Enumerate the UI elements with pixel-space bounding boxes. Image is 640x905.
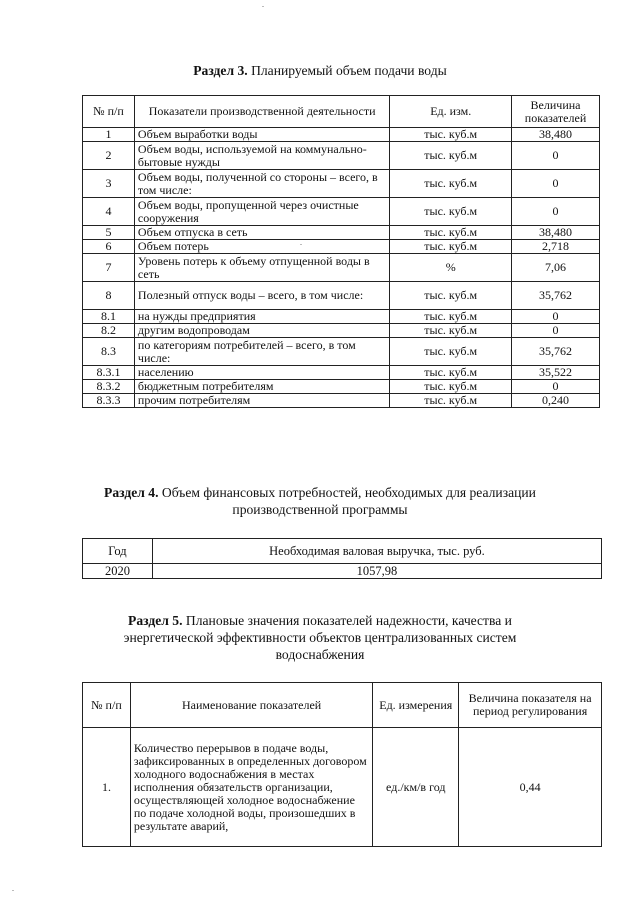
table-row — [83, 380, 600, 394]
cell-num: 1 — [83, 128, 135, 142]
header-unit: Ед. измерения — [373, 683, 459, 728]
section3-table-body — [83, 128, 600, 408]
table-row — [83, 240, 600, 254]
cell-name: Объем воды, пропущенной через очистные сооружения — [134, 198, 389, 226]
table-row — [83, 226, 600, 240]
header-num: № п/п — [83, 683, 131, 728]
table-row — [83, 728, 602, 847]
table-header-row — [83, 683, 602, 728]
cell-value: 7,06 — [512, 254, 600, 282]
table-header-row — [83, 539, 602, 564]
section5-heading-line1 — [0, 612, 640, 629]
cell-value: 35,762 — [512, 338, 600, 366]
cell-unit: тыс. куб.м — [390, 226, 512, 240]
table-row — [83, 128, 600, 142]
cell-num: 8.3.1 — [83, 366, 135, 380]
header-indicator: Показатели производственной деятельности — [134, 96, 389, 128]
header-unit: Ед. изм. — [390, 96, 512, 128]
table-row — [83, 324, 600, 338]
section5-prefix: Раздел 5. — [128, 613, 183, 628]
cell-value: 0 — [512, 380, 600, 394]
section5-heading — [0, 612, 640, 663]
cell-num: 8.3 — [83, 338, 135, 366]
section4-prefix: Раздел 4. — [104, 485, 159, 500]
section3-prefix: Раздел 3. — [193, 63, 248, 78]
cell-num: 5 — [83, 226, 135, 240]
cell-num: 1. — [83, 728, 131, 847]
header-name: Наименование показателей — [130, 683, 372, 728]
cell-num: 3 — [83, 170, 135, 198]
scan-speck — [262, 6, 264, 7]
cell-name: Полезный отпуск воды – всего, в том числе: — [134, 282, 389, 310]
cell-num: 6 — [83, 240, 135, 254]
cell-name: населению — [134, 366, 389, 380]
scan-speck — [12, 890, 14, 891]
header-value: Величина показателей — [512, 96, 600, 128]
cell-value: 35,522 — [512, 366, 600, 380]
cell-unit: тыс. куб.м — [390, 198, 512, 226]
cell-name: на нужды предприятия — [134, 310, 389, 324]
header-num: № п/п — [83, 96, 135, 128]
section4-table — [82, 538, 602, 579]
section5-title-line2: энергетической эффективности объектов централизованных систем — [123, 630, 517, 645]
cell-unit: тыс. куб.м — [390, 366, 512, 380]
cell-value: 35,762 — [512, 282, 600, 310]
cell-value: 0,240 — [512, 394, 600, 408]
table-row — [83, 282, 600, 310]
table-row — [83, 198, 600, 226]
section5-table — [82, 682, 602, 847]
cell-num: 8.2 — [83, 324, 135, 338]
cell-unit: тыс. куб.м — [390, 310, 512, 324]
cell-unit: тыс. куб.м — [390, 142, 512, 170]
section4-title-line1: Объем финансовых потребностей, необходимых для реализации — [161, 485, 536, 500]
cell-value: 38,480 — [512, 128, 600, 142]
cell-num: 8.3.2 — [83, 380, 135, 394]
cell-unit: тыс. куб.м — [390, 338, 512, 366]
cell-unit: тыс. куб.м — [390, 380, 512, 394]
cell-num: 7 — [83, 254, 135, 282]
section3-table — [82, 95, 600, 408]
table-row — [83, 254, 600, 282]
cell-unit: ед./км/в год — [373, 728, 459, 847]
cell-unit: тыс. куб.м — [390, 324, 512, 338]
section5-title-line1: Плановые значения показателей надежности, качества и — [185, 613, 512, 628]
cell-unit: тыс. куб.м — [390, 170, 512, 198]
cell-year: 2020 — [83, 564, 153, 579]
cell-name: другим водопроводам — [134, 324, 389, 338]
cell-unit: тыс. куб.м — [390, 128, 512, 142]
cell-value: 2,718 — [512, 240, 600, 254]
cell-value: 0 — [512, 324, 600, 338]
cell-name: по категориям потребителей – всего, в том числе: — [134, 338, 389, 366]
table-row — [83, 142, 600, 170]
table-row — [83, 338, 600, 366]
table-row — [83, 310, 600, 324]
cell-value: 0 — [512, 198, 600, 226]
cell-value: 38,480 — [512, 226, 600, 240]
cell-name: Объем отпуска в сеть — [134, 226, 389, 240]
cell-value: 0 — [512, 310, 600, 324]
section3-title: Планируемый объем подачи воды — [251, 63, 447, 78]
cell-num: 8 — [83, 282, 135, 310]
section3-heading — [0, 62, 640, 79]
cell-unit: тыс. куб.м — [390, 282, 512, 310]
cell-name: Уровень потерь к объему отпущенной воды в сеть — [134, 254, 389, 282]
cell-value: 0,44 — [459, 728, 602, 847]
table-header-row — [83, 96, 600, 128]
cell-unit: тыс. куб.м — [390, 394, 512, 408]
section4-heading — [0, 484, 640, 518]
cell-name: прочим потребителям — [134, 394, 389, 408]
scan-speck — [300, 244, 302, 245]
cell-num: 2 — [83, 142, 135, 170]
cell-value: 0 — [512, 170, 600, 198]
section4-heading-line1 — [0, 484, 640, 501]
header-value: Величина показателя на период регулирования — [459, 683, 602, 728]
cell-name: Объем воды, используемой на коммунально-бытовые нужды — [134, 142, 389, 170]
cell-num: 8.3.3 — [83, 394, 135, 408]
table-row — [83, 170, 600, 198]
cell-name: Объем выработки воды — [134, 128, 389, 142]
cell-name: бюджетным потребителям — [134, 380, 389, 394]
table-row — [83, 394, 600, 408]
cell-name: Объем потерь — [134, 240, 389, 254]
cell-unit: тыс. куб.м — [390, 240, 512, 254]
header-year: Год — [83, 539, 153, 564]
section4-title-line2: производственной программы — [232, 502, 408, 517]
cell-value: 0 — [512, 142, 600, 170]
cell-unit: % — [390, 254, 512, 282]
cell-num: 8.1 — [83, 310, 135, 324]
table-row — [83, 366, 600, 380]
cell-name: Количество перерывов в подаче воды, зафиксированных в определенных договором холодного водоснабжения в местах исполнения обязательств организации, осуществляющей холодное водоснабжение по подаче холодной воды, произошедших в результате аварий, — [130, 728, 372, 847]
header-revenue: Необходимая валовая выручка, тыс. руб. — [152, 539, 601, 564]
section5-title-line3: водоснабжения — [275, 647, 365, 662]
cell-name: Объем воды, полученной со стороны – всего, в том числе: — [134, 170, 389, 198]
cell-revenue: 1057,98 — [152, 564, 601, 579]
cell-num: 4 — [83, 198, 135, 226]
table-row — [83, 564, 602, 579]
